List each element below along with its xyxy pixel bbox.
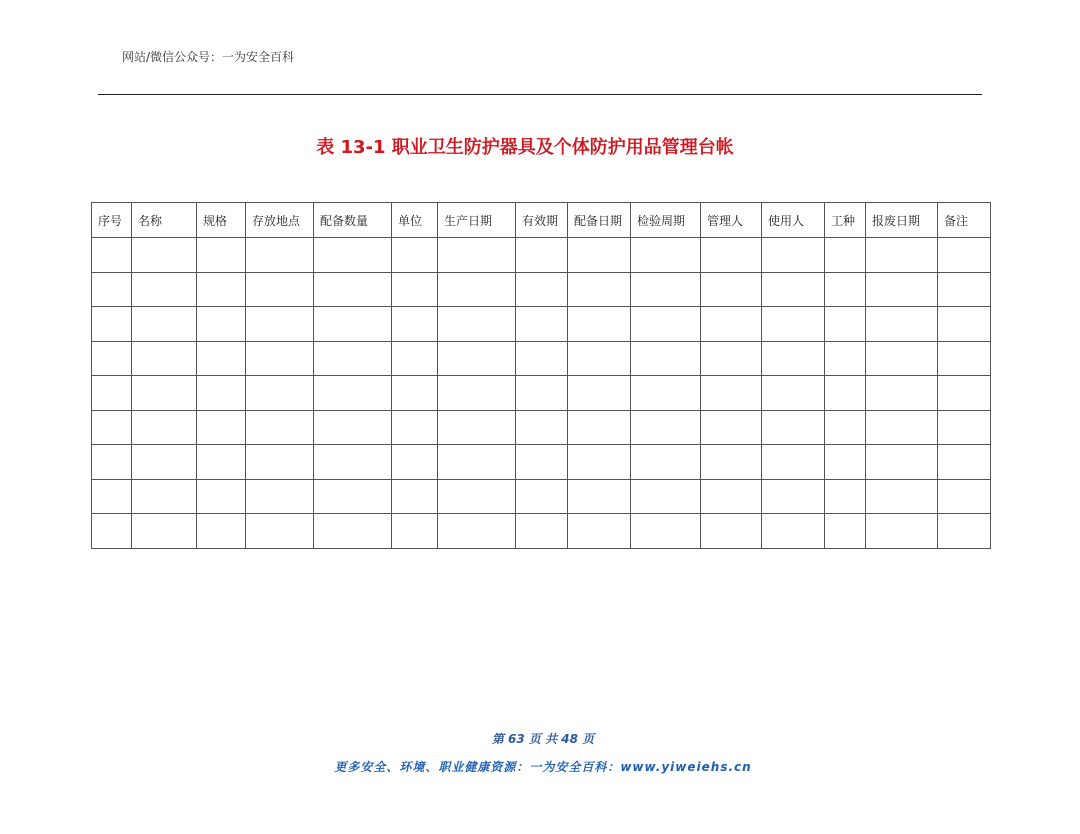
table-cell — [825, 307, 866, 342]
table-cell — [631, 376, 701, 411]
table-cell — [132, 272, 197, 307]
column-header: 生产日期 — [438, 203, 516, 238]
table-row — [92, 307, 991, 342]
table-cell — [516, 341, 568, 376]
column-header: 规格 — [197, 203, 246, 238]
table-cell — [438, 238, 516, 273]
table-cell — [516, 307, 568, 342]
column-header: 管理人 — [701, 203, 762, 238]
table-cell — [701, 445, 762, 480]
table-cell — [701, 410, 762, 445]
table-cell — [246, 341, 314, 376]
table-cell — [866, 514, 938, 549]
table-cell — [438, 341, 516, 376]
table-cell — [92, 376, 132, 411]
table-cell — [938, 272, 991, 307]
table-cell — [197, 410, 246, 445]
table-cell — [631, 514, 701, 549]
table-cell — [197, 445, 246, 480]
table-cell — [568, 410, 631, 445]
column-header: 存放地点 — [246, 203, 314, 238]
table-row — [92, 410, 991, 445]
table-cell — [568, 514, 631, 549]
table-cell — [938, 514, 991, 549]
header-site-label: 网站/微信公众号：一为安全百科 — [122, 50, 295, 64]
table-cell — [568, 238, 631, 273]
table-cell — [132, 514, 197, 549]
table-cell — [92, 341, 132, 376]
table-cell — [631, 479, 701, 514]
column-header: 配备数量 — [314, 203, 392, 238]
table-cell — [246, 410, 314, 445]
table-row — [92, 376, 991, 411]
table-cell — [392, 445, 438, 480]
table-cell — [197, 479, 246, 514]
table-cell — [938, 307, 991, 342]
table-cell — [825, 445, 866, 480]
table-cell — [516, 238, 568, 273]
table-cell — [701, 238, 762, 273]
table-cell — [438, 445, 516, 480]
table-cell — [762, 479, 825, 514]
table-cell — [701, 307, 762, 342]
table-cell — [762, 376, 825, 411]
document-title: 表 13-1 职业卫生防护器具及个体防护用品管理台帐 — [316, 137, 734, 158]
table-cell — [568, 307, 631, 342]
table-cell — [438, 307, 516, 342]
table-cell — [516, 272, 568, 307]
table-row — [92, 238, 991, 273]
table-cell — [825, 341, 866, 376]
table-cell — [392, 238, 438, 273]
table-cell — [92, 410, 132, 445]
table-cell — [825, 238, 866, 273]
table-cell — [825, 376, 866, 411]
table-cell — [516, 445, 568, 480]
table-cell — [701, 479, 762, 514]
table-header-row — [92, 203, 991, 238]
table-cell — [866, 445, 938, 480]
table-cell — [132, 445, 197, 480]
table-cell — [866, 376, 938, 411]
table-cell — [438, 479, 516, 514]
table-cell — [197, 238, 246, 273]
table-cell — [246, 272, 314, 307]
column-header: 检验周期 — [631, 203, 701, 238]
table-cell — [197, 272, 246, 307]
table-cell — [132, 307, 197, 342]
table-cell — [438, 514, 516, 549]
table-cell — [314, 445, 392, 480]
table-cell — [701, 341, 762, 376]
table-cell — [132, 238, 197, 273]
table-cell — [246, 445, 314, 480]
table-cell — [866, 479, 938, 514]
table-cell — [701, 514, 762, 549]
table-cell — [392, 410, 438, 445]
table-cell — [701, 376, 762, 411]
column-header: 工种 — [825, 203, 866, 238]
table-cell — [866, 272, 938, 307]
table-cell — [314, 272, 392, 307]
table-cell — [762, 272, 825, 307]
table-cell — [392, 341, 438, 376]
column-header: 配备日期 — [568, 203, 631, 238]
table-row — [92, 445, 991, 480]
table-cell — [631, 341, 701, 376]
table-cell — [314, 307, 392, 342]
table-cell — [132, 341, 197, 376]
table-cell — [631, 410, 701, 445]
table-cell — [568, 272, 631, 307]
header-divider — [98, 94, 982, 95]
table-cell — [246, 514, 314, 549]
table-cell — [132, 410, 197, 445]
table-cell — [762, 341, 825, 376]
table-cell — [314, 514, 392, 549]
table-cell — [631, 445, 701, 480]
table-cell — [132, 479, 197, 514]
table-cell — [246, 479, 314, 514]
column-header: 序号 — [92, 203, 132, 238]
table-cell — [631, 307, 701, 342]
column-header: 名称 — [132, 203, 197, 238]
table-cell — [314, 376, 392, 411]
table-cell — [392, 307, 438, 342]
table-body — [92, 238, 991, 549]
table-cell — [92, 445, 132, 480]
table-cell — [938, 238, 991, 273]
table-cell — [197, 514, 246, 549]
table-row — [92, 514, 991, 549]
table-cell — [938, 445, 991, 480]
table-cell — [438, 272, 516, 307]
ledger-table — [91, 202, 991, 549]
table-cell — [866, 410, 938, 445]
table-cell — [392, 376, 438, 411]
table-cell — [762, 514, 825, 549]
footer-promo-text: 更多安全、环境、职业健康资源：一为安全百科：www.yiweiehs.cn — [334, 760, 752, 774]
table-cell — [314, 479, 392, 514]
table-cell — [516, 514, 568, 549]
table-cell — [568, 341, 631, 376]
column-header: 报废日期 — [866, 203, 938, 238]
table-cell — [762, 445, 825, 480]
column-header: 有效期 — [516, 203, 568, 238]
table-cell — [631, 272, 701, 307]
table-cell — [132, 376, 197, 411]
table-cell — [392, 272, 438, 307]
table-cell — [197, 341, 246, 376]
table-cell — [314, 410, 392, 445]
table-cell — [516, 479, 568, 514]
table-cell — [438, 376, 516, 411]
table-cell — [516, 376, 568, 411]
table-cell — [762, 238, 825, 273]
table-cell — [631, 238, 701, 273]
table-cell — [938, 341, 991, 376]
table-cell — [314, 341, 392, 376]
table-cell — [866, 341, 938, 376]
table-cell — [568, 376, 631, 411]
table-cell — [392, 514, 438, 549]
column-header: 备注 — [938, 203, 991, 238]
table-cell — [938, 376, 991, 411]
table-cell — [197, 376, 246, 411]
table-cell — [392, 479, 438, 514]
table-row — [92, 479, 991, 514]
table-cell — [516, 410, 568, 445]
column-header: 使用人 — [762, 203, 825, 238]
table-cell — [866, 238, 938, 273]
table-cell — [246, 238, 314, 273]
table-cell — [92, 479, 132, 514]
table-cell — [568, 445, 631, 480]
table-cell — [92, 272, 132, 307]
table-cell — [938, 479, 991, 514]
table-cell — [92, 238, 132, 273]
table-cell — [92, 307, 132, 342]
table-cell — [246, 376, 314, 411]
table-row — [92, 341, 991, 376]
table-row — [92, 272, 991, 307]
table-cell — [938, 410, 991, 445]
table-cell — [197, 307, 246, 342]
table-cell — [825, 272, 866, 307]
table-cell — [866, 307, 938, 342]
table-cell — [314, 238, 392, 273]
page-number: 第 63 页 共 48 页 — [491, 732, 595, 746]
table-cell — [246, 307, 314, 342]
column-header: 单位 — [392, 203, 438, 238]
table-cell — [825, 479, 866, 514]
table-cell — [762, 307, 825, 342]
table-cell — [825, 514, 866, 549]
table-cell — [438, 410, 516, 445]
table-cell — [568, 479, 631, 514]
table-cell — [762, 410, 825, 445]
table-cell — [825, 410, 866, 445]
table-cell — [92, 514, 132, 549]
table-cell — [701, 272, 762, 307]
